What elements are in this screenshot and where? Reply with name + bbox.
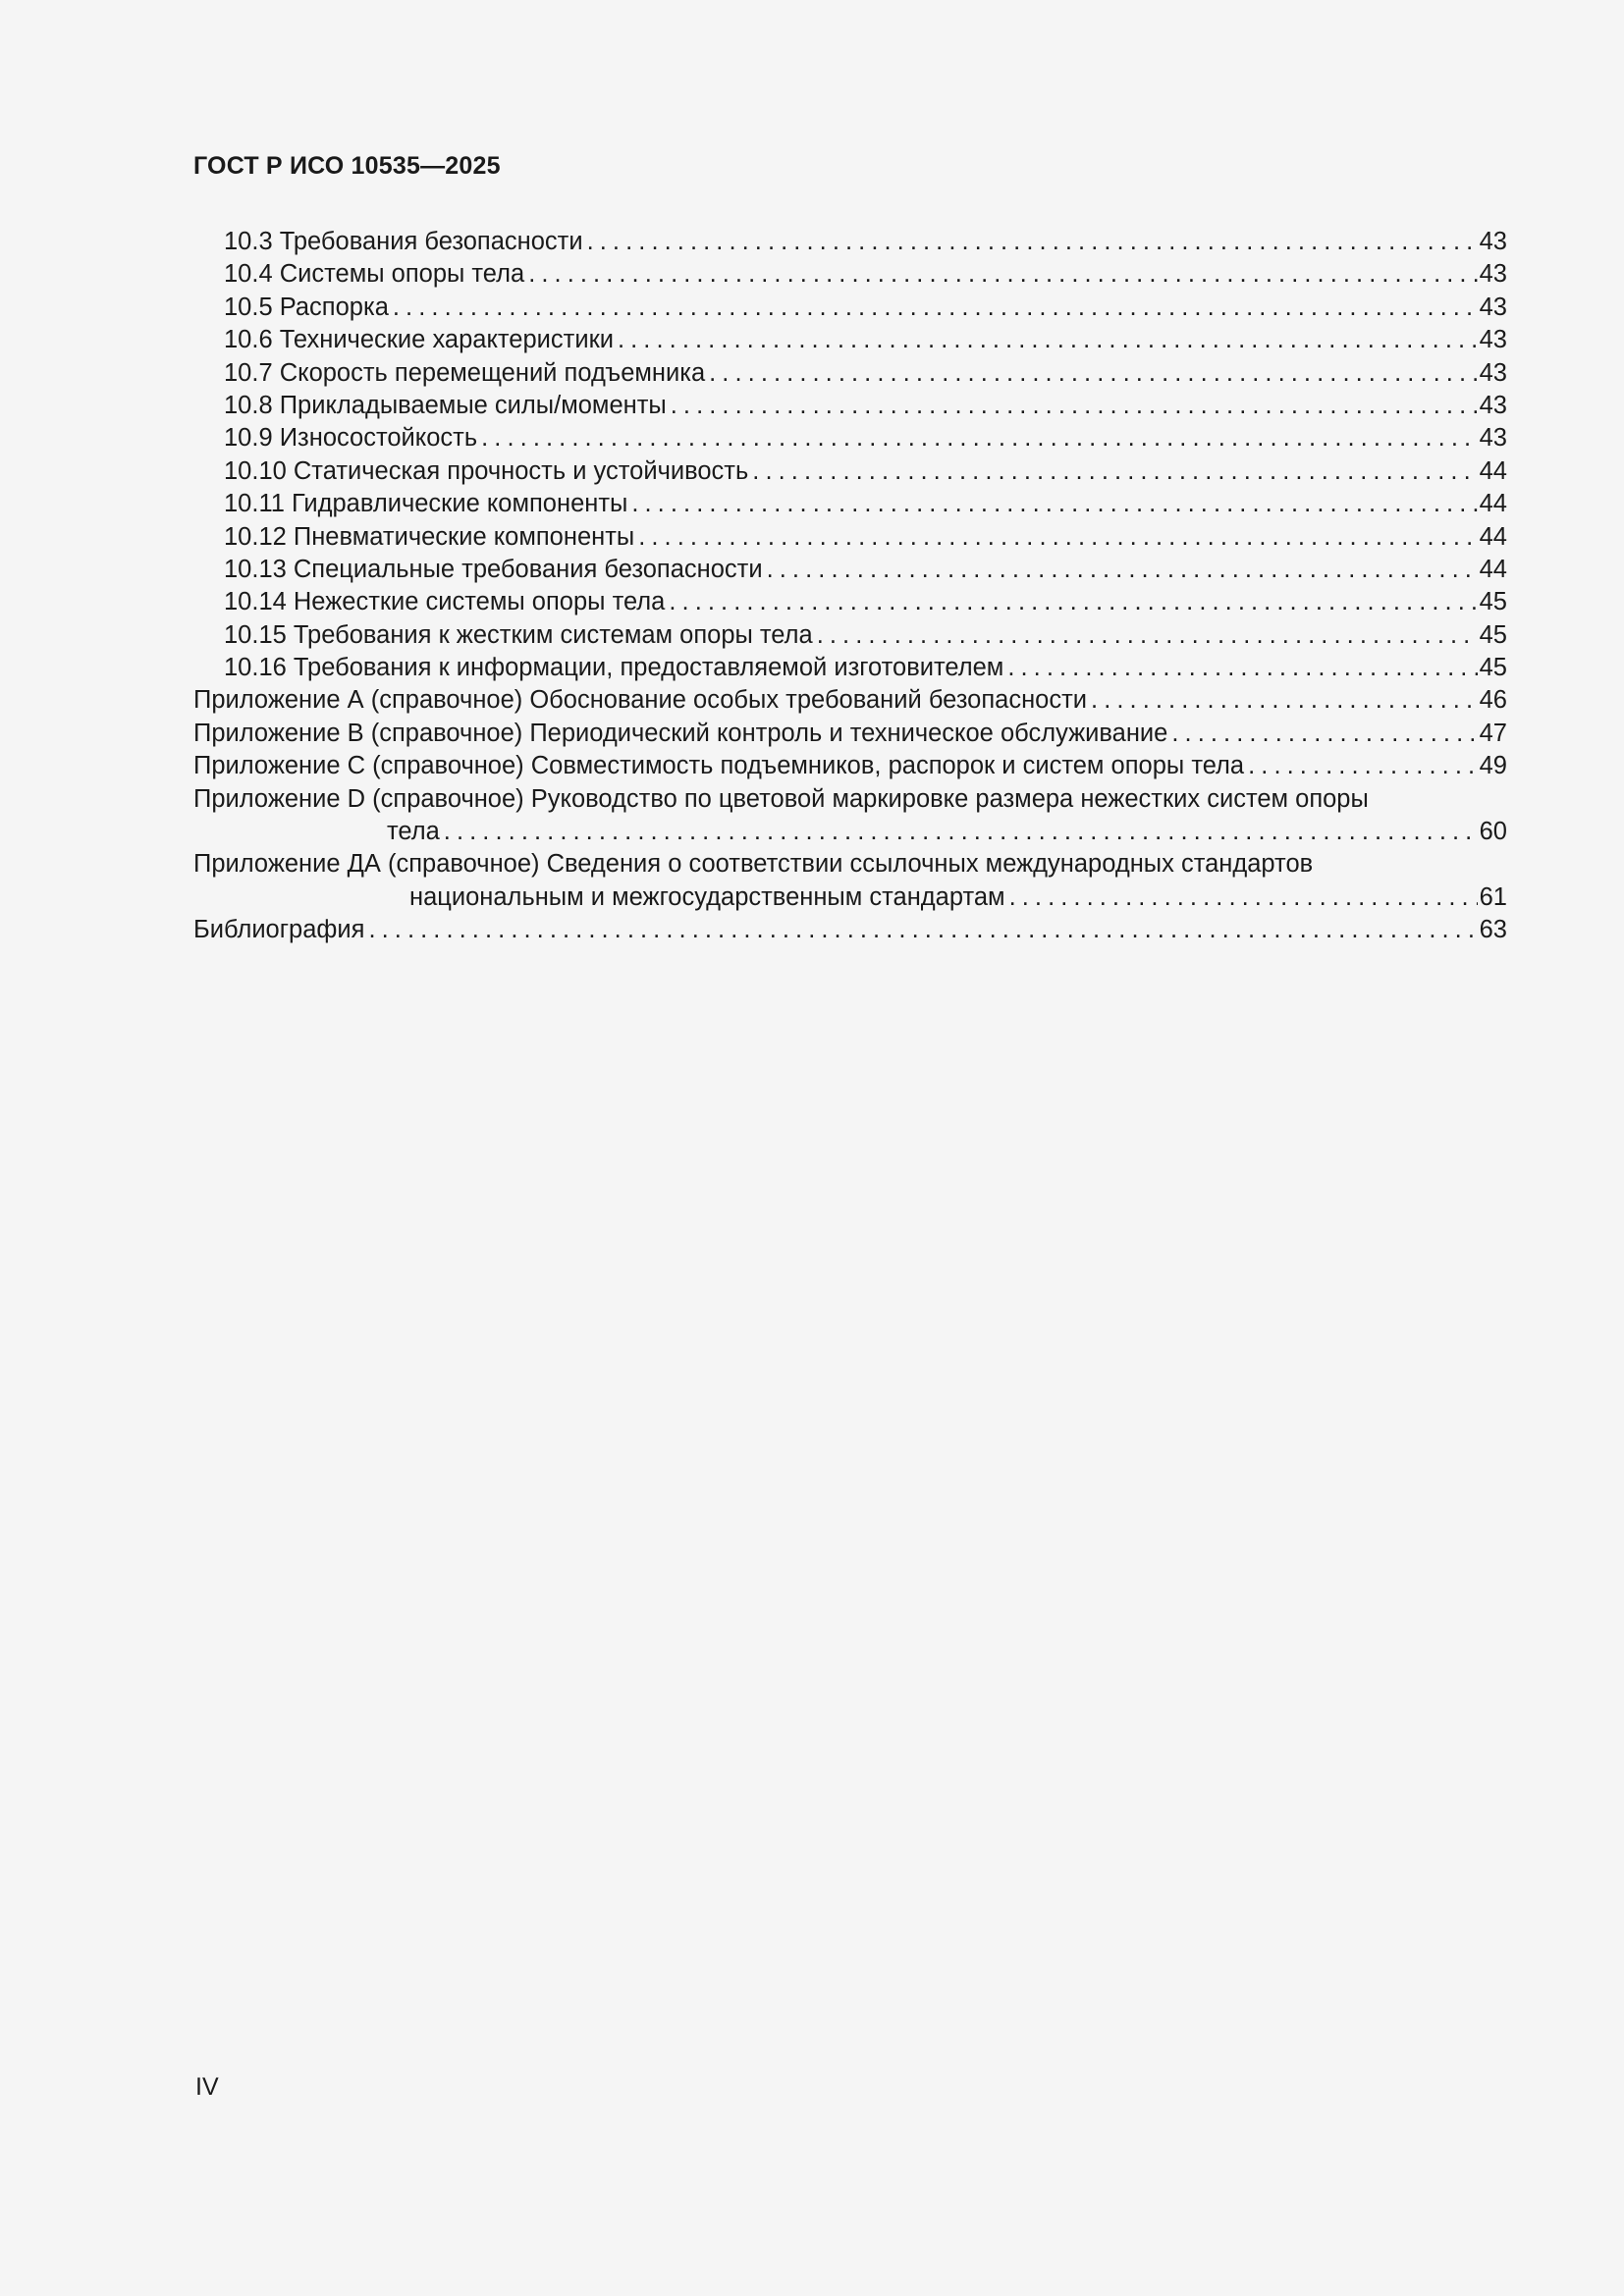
toc-entry-label: Библиография (193, 916, 365, 944)
toc-entry-label: Приложение В (справочное) Периодический контроль и техническое обслуживание (193, 719, 1168, 747)
toc-entry-label: 10.14 Нежесткие системы опоры тела (224, 588, 666, 616)
toc-entry[interactable] (193, 619, 1507, 652)
dot-leader (1007, 652, 1477, 684)
toc-entry-label: 10.8 Прикладываемые силы/моменты (224, 391, 667, 419)
toc-entry-annex-b[interactable] (193, 718, 1507, 750)
dot-leader (481, 422, 1477, 454)
toc-entry-annex-d-line1[interactable] (193, 783, 1507, 816)
toc-entry-page: 43 (1479, 424, 1507, 453)
toc-entry-label: 10.3 Требования безопасности (224, 228, 583, 255)
toc-entry-page: 46 (1479, 686, 1507, 715)
toc-entry[interactable] (193, 357, 1507, 390)
dot-leader (444, 816, 1478, 848)
dot-leader (817, 619, 1478, 652)
toc-entry-label: 10.4 Системы опоры тела (224, 260, 525, 289)
toc-entry[interactable] (193, 488, 1507, 520)
toc-entry-label: 10.5 Распорка (224, 293, 389, 321)
dot-leader (671, 390, 1478, 422)
dot-leader (767, 554, 1478, 586)
toc-entry-annex-c[interactable] (193, 750, 1507, 782)
toc-entry-page: 43 (1479, 326, 1507, 354)
toc-entry[interactable] (193, 258, 1507, 291)
toc-entry-annex-a[interactable] (193, 684, 1507, 717)
toc-entry-page: 45 (1479, 654, 1507, 682)
table-of-contents (193, 226, 1507, 947)
toc-entry-label: 10.13 Специальные требования безопасности (224, 555, 763, 583)
toc-entry-page: 44 (1479, 522, 1507, 551)
toc-entry-label: Приложение С (справочное) Совместимость подъемников, распорок и систем опоры тела (193, 752, 1245, 780)
toc-entry-page: 45 (1479, 588, 1507, 616)
toc-entry[interactable] (193, 554, 1507, 586)
toc-entry-page: 47 (1479, 719, 1507, 747)
toc-entry-annex-d-line2[interactable] (193, 816, 1507, 848)
dot-leader (631, 488, 1477, 520)
toc-entry-page: 49 (1479, 752, 1507, 780)
dot-leader (528, 258, 1477, 291)
toc-entry-page: 43 (1479, 293, 1507, 321)
toc-entry-label: 10.6 Технические характеристики (224, 326, 614, 354)
dot-leader (1248, 750, 1478, 782)
dot-leader (1171, 718, 1477, 750)
toc-entry-page: 44 (1479, 490, 1507, 518)
dot-leader (1009, 881, 1478, 914)
toc-entry-label-continued: тела (387, 818, 440, 846)
toc-entry-page: 44 (1479, 555, 1507, 583)
toc-entry-label: Приложение А (справочное) Обоснование особых требований безопасности (193, 686, 1088, 715)
document-header: ГОСТ Р ИСО 10535—2025 (193, 152, 501, 180)
toc-entry[interactable] (193, 390, 1507, 422)
dot-leader (1091, 684, 1478, 717)
toc-entry-label: 10.16 Требования к информации, предоставляемой изготовителем (224, 654, 1004, 682)
toc-entry-label: 10.9 Износостойкость (224, 424, 478, 453)
toc-entry-bibliography[interactable] (193, 914, 1507, 946)
dot-leader (669, 586, 1477, 618)
toc-entry-label-continued: национальным и межгосударственным стандартам (409, 882, 1005, 911)
toc-entry-annex-da-line1[interactable] (193, 848, 1507, 881)
toc-entry-label: Приложение ДА (справочное) Сведения о соответствии ссылочных международных стандартов (193, 850, 1314, 879)
toc-entry-label: 10.7 Скорость перемещений подъемника (224, 358, 706, 387)
dot-leader (618, 324, 1478, 356)
toc-entry-page: 60 (1479, 818, 1507, 846)
toc-entry-page: 43 (1479, 228, 1507, 255)
toc-entry[interactable] (193, 226, 1507, 258)
toc-entry[interactable] (193, 455, 1507, 488)
toc-entry-label: 10.11 Гидравлические компоненты (224, 490, 628, 518)
toc-entry-page: 45 (1479, 620, 1507, 649)
toc-entry-annex-da-line2[interactable] (193, 881, 1507, 914)
toc-entry-page: 43 (1479, 391, 1507, 419)
toc-entry-page: 43 (1479, 358, 1507, 387)
toc-entry[interactable] (193, 422, 1507, 454)
page-number: IV (195, 2073, 219, 2101)
dot-leader (368, 914, 1477, 946)
toc-entry[interactable] (193, 521, 1507, 554)
dot-leader (752, 455, 1477, 488)
toc-entry[interactable] (193, 586, 1507, 618)
toc-entry-page: 61 (1479, 882, 1507, 911)
toc-entry-label: Приложение D (справочное) Руководство по цветовой маркировке размера нежестких систем опоры (193, 784, 1369, 813)
dot-leader (393, 292, 1478, 324)
toc-entry-label: 10.12 Пневматические компоненты (224, 522, 635, 551)
toc-entry-label: 10.15 Требования к жестким системам опоры тела (224, 620, 813, 649)
toc-entry[interactable] (193, 652, 1507, 684)
toc-entry[interactable] (193, 292, 1507, 324)
toc-entry-label: 10.10 Статическая прочность и устойчивость (224, 456, 749, 485)
toc-entry-page: 44 (1479, 456, 1507, 485)
toc-entry-page: 43 (1479, 260, 1507, 289)
dot-leader (587, 226, 1478, 258)
dot-leader (638, 521, 1477, 554)
dot-leader (709, 357, 1477, 390)
toc-entry-page: 63 (1479, 916, 1507, 944)
toc-entry[interactable] (193, 324, 1507, 356)
